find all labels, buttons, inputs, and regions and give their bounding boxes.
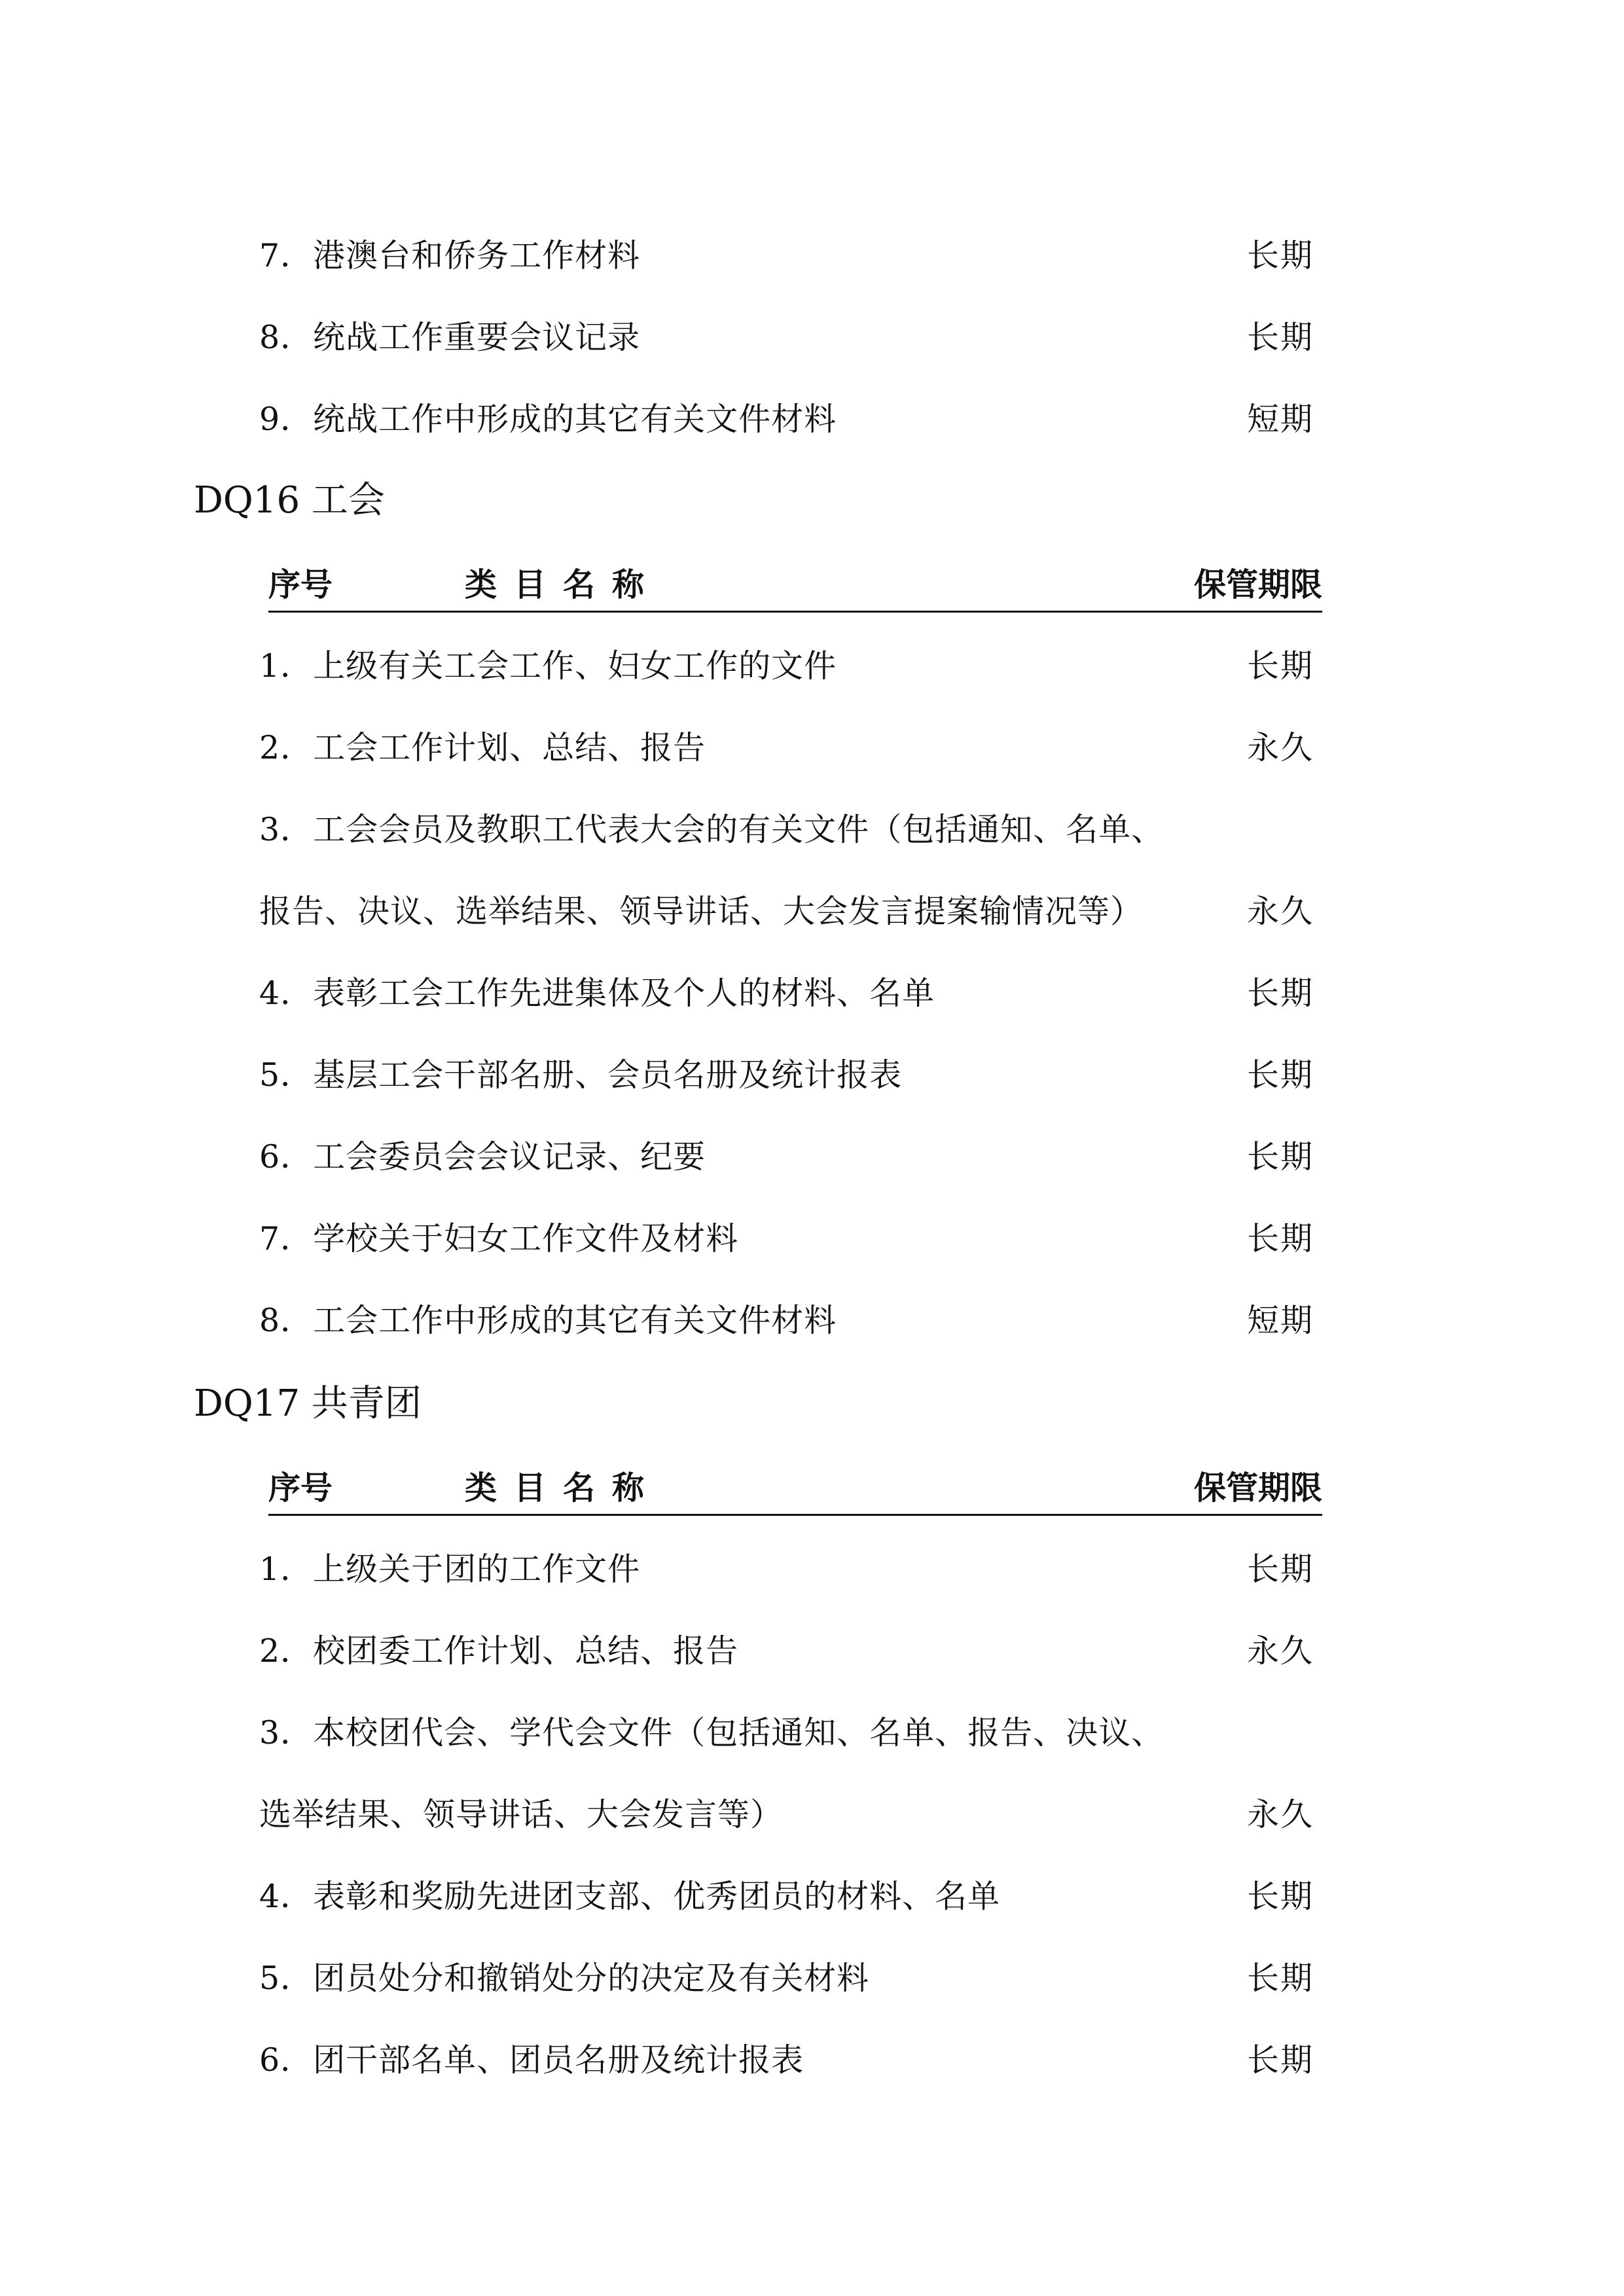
item-text: 3．本校团代会、学代会文件（包括通知、名单、报告、决议、 — [259, 1714, 1164, 1751]
list-item — [0, 1789, 1624, 1841]
list-item — [0, 722, 1624, 774]
item-text: 3．工会会员及教职工代表大会的有关文件（包括通知、名单、 — [259, 811, 1164, 848]
list-item — [0, 640, 1624, 692]
item-text: 4．表彰和奖励先进团支部、优秀团员的材料、名单 — [259, 1878, 1001, 1915]
item-text: 5．基层工会干部名册、会员名册及统计报表 — [259, 1056, 903, 1094]
retention-period: 长期 — [1247, 1551, 1314, 1588]
list-item — [0, 804, 1624, 856]
header-seq: 序号 — [268, 1469, 333, 1507]
list-item — [0, 1543, 1624, 1596]
retention-period: 永久 — [1247, 729, 1314, 766]
item-text: 1．上级关于团的工作文件 — [259, 1551, 641, 1588]
list-item — [0, 1625, 1624, 1677]
item-text: 8．工会工作中形成的其它有关文件材料 — [259, 1302, 837, 1339]
header-seq: 序号 — [268, 565, 333, 603]
retention-period: 长期 — [1247, 237, 1314, 274]
list-item — [0, 1952, 1624, 2005]
item-text: 1．上级有关工会工作、妇女工作的文件 — [259, 647, 837, 685]
retention-period: 永久 — [1247, 1796, 1314, 1833]
retention-period: 长期 — [1247, 1138, 1314, 1175]
header-name: 类目名称 — [465, 565, 662, 603]
retention-period: 长期 — [1247, 1056, 1314, 1094]
item-text: 7．学校关于妇女工作文件及材料 — [259, 1220, 739, 1257]
header-period: 保管期限 — [1193, 1469, 1322, 1507]
list-item — [0, 1131, 1624, 1183]
retention-period: 长期 — [1247, 2041, 1314, 2079]
list-item — [0, 2034, 1624, 2087]
item-text: 2．校团委工作计划、总结、报告 — [259, 1632, 739, 1670]
retention-period: 长期 — [1247, 975, 1314, 1012]
list-item — [0, 1871, 1624, 1923]
list-item — [0, 312, 1624, 364]
header-period: 保管期限 — [1193, 565, 1322, 603]
list-item — [0, 1213, 1624, 1265]
item-text: 9．统战工作中形成的其它有关文件材料 — [259, 401, 837, 438]
retention-period: 永久 — [1247, 893, 1314, 930]
retention-period: 长期 — [1247, 1878, 1314, 1915]
item-text: 6．工会委员会会议记录、纪要 — [259, 1138, 706, 1175]
section-title: DQ17 共青团 — [194, 1382, 422, 1425]
item-text: 8．统战工作重要会议记录 — [259, 319, 641, 356]
item-text: 报告、决议、选举结果、领导讲话、大会发言提案输情况等） — [259, 893, 1144, 930]
item-text: 6．团干部名单、团员名册及统计报表 — [259, 2041, 804, 2079]
retention-period: 长期 — [1247, 319, 1314, 356]
retention-period: 短期 — [1247, 1302, 1314, 1339]
retention-period: 长期 — [1247, 1960, 1314, 1997]
section-title: DQ16 工会 — [194, 479, 385, 522]
list-item — [0, 886, 1624, 938]
item-text: 选举结果、领导讲话、大会发言等） — [259, 1796, 784, 1833]
list-item — [0, 1707, 1624, 1759]
retention-period: 短期 — [1247, 401, 1314, 438]
item-text: 7．港澳台和侨务工作材料 — [259, 237, 641, 274]
list-item — [0, 1049, 1624, 1102]
table-header — [268, 1462, 1322, 1516]
item-text: 5．团员处分和撤销处分的决定及有关材料 — [259, 1960, 870, 1997]
retention-period: 长期 — [1247, 1220, 1314, 1257]
header-name: 类目名称 — [465, 1469, 662, 1507]
list-item — [0, 967, 1624, 1020]
table-header — [268, 558, 1322, 613]
item-text: 2．工会工作计划、总结、报告 — [259, 729, 706, 766]
list-item — [0, 393, 1624, 446]
list-item — [0, 230, 1624, 282]
list-item — [0, 1295, 1624, 1347]
item-text: 4．表彰工会工作先进集体及个人的材料、名单 — [259, 975, 935, 1012]
retention-period: 长期 — [1247, 647, 1314, 685]
retention-period: 永久 — [1247, 1632, 1314, 1670]
